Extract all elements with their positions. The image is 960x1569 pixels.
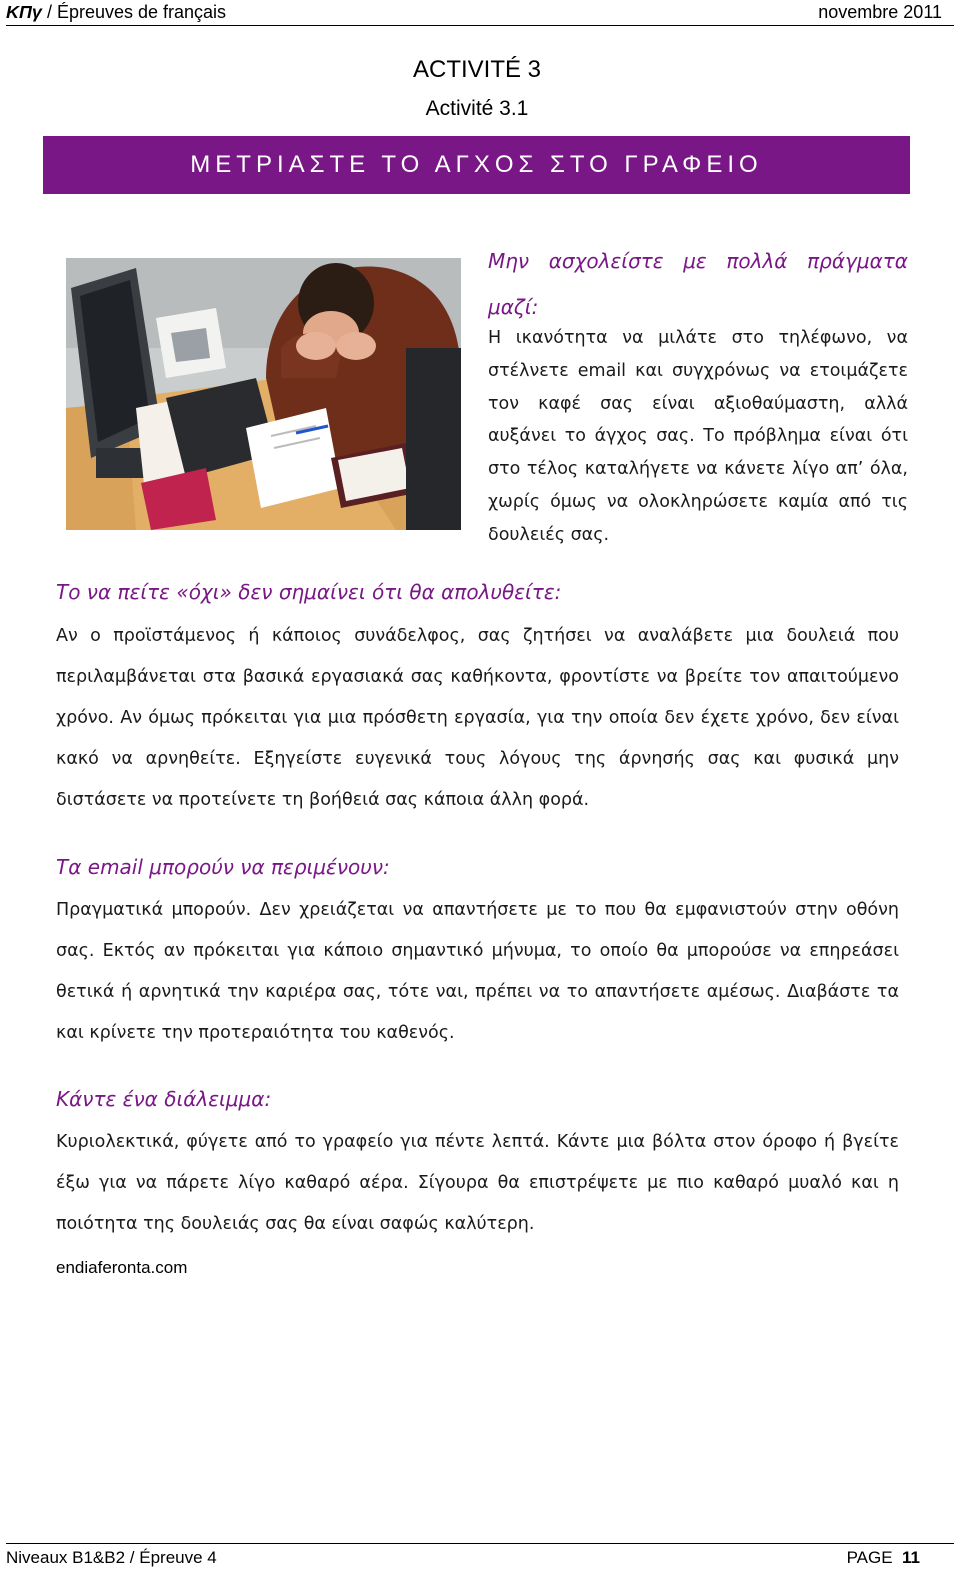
- section-heading-text: Μην ασχολείστε με πολλά πράγματα μαζί: [488, 249, 908, 319]
- section-heading-email: [56, 855, 916, 879]
- section-heading-break: [56, 1087, 916, 1111]
- article-banner: [43, 136, 910, 194]
- section-heading-text: Κάντε ένα διάλειμμα: [56, 1087, 265, 1111]
- heading-colon: :: [531, 295, 539, 319]
- footer-page: [847, 1548, 920, 1568]
- section-text-email: Πραγματικά μπορούν. Δεν χρειάζεται να απαντήσετε με το που θα εμφανιστούν στην οθόνη σας. Εκτός αν πρόκειται για κάποιο σημαντικό μήνυμα, το οποίο θα μπορούσε να επηρεάσει θετικά ή αρνητικά την καριέρα σας, τότε ναι, πρέπει να το απαντήσετε αμέσως. Διαβάστε τα και κρίνετε την προτεραιότητα του καθενός.: [56, 900, 899, 1043]
- header-brand: ΚΠγ: [6, 2, 42, 22]
- heading-colon: :: [264, 1087, 272, 1111]
- photo-illustration: [66, 258, 461, 530]
- source-credit: endiaferonta.com: [56, 1258, 188, 1277]
- section-text-saying-no: Αν ο προϊστάμενος ή κάποιος συνάδελφος, σας ζητήσει να αναλάβετε μια δουλειά που περιλαμβάνεται στα βασικά εργασιακά σας καθήκοντα, φροντίστε να βρείτε τον απαιτούμενο χρόνο. Αν όμως πρόκειται για μια πρόσθετη εργασία, για την οποία δεν έχετε χρόνο, δεν είναι κακό να αρνηθείτε. Εξηγείστε ευγενικά τους λόγους της άρνησής σας και φυσικά μην διστάσετε να προτείνετε τη βοήθειά σας κάποια άλλη φορά.: [56, 626, 899, 810]
- header-date: novembre 2011: [818, 2, 942, 22]
- section-heading-multitasking: [488, 238, 908, 330]
- section-heading-text: Τα email μπορούν να περιμένουν: [56, 855, 384, 879]
- heading-colon: :: [554, 580, 562, 604]
- heading-colon: :: [383, 855, 390, 879]
- footer-level: Niveaux B1&B2 / Épreuve 4: [6, 1548, 217, 1567]
- page-header: [6, 0, 954, 26]
- stressed-worker-photo: [66, 258, 461, 530]
- header-exam-title: / Épreuves de français: [46, 2, 227, 22]
- section-heading-text: Το να πείτε «όχι» δεν σημαίνει ότι θα απολυθείτε: [56, 580, 555, 604]
- activity-title: ACTIVITÉ 3: [412, 56, 542, 83]
- activity-subtitle: Activité 3.1: [425, 97, 529, 120]
- footer-page-number: 11: [902, 1548, 920, 1567]
- header-title: [6, 2, 226, 23]
- section-text-multitasking: Η ικανότητα να μιλάτε στο τηλέφωνο, να στέλνετε email και συγχρόνως να ετοιμάζετε τον καφέ σας είναι αξιοθαύμαστη, αλλά αυξάνει το άγχος σας. Το πρόβλημα είναι ότι στο τέλος καταλήγετε να κάνετε λίγο απ’ όλα, χωρίς όμως να ολοκληρώσετε καμία από τις δουλειές σας.: [488, 328, 908, 545]
- article-title: ΜΕΤΡΙΑΣΤΕ ΤΟ ΑΓΧΟΣ ΣΤΟ ΓΡΑΦΕΙΟ: [190, 151, 763, 178]
- footer-page-label: PAGE: [846, 1548, 893, 1567]
- section-text-break: Κυριολεκτικά, φύγετε από το γραφείο για πέντε λεπτά. Κάντε μια βόλτα στον όροφο ή βγείτε έξω για να πάρετε λίγο καθαρό αέρα. Σίγουρα θα επιστρέψετε με πιο καθαρό μυαλό και η ποιότητα της δουλειάς σας θα είναι σαφώς καλύτερη.: [56, 1132, 899, 1234]
- section-heading-saying-no: [56, 580, 916, 604]
- page-footer: [6, 1543, 954, 1569]
